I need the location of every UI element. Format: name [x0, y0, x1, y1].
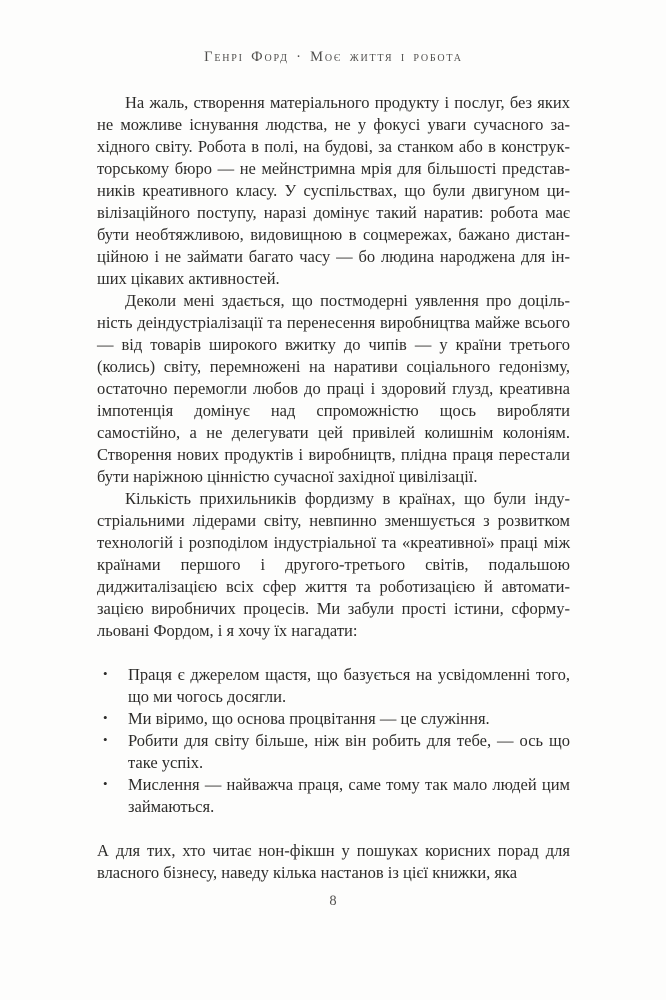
- closing-paragraph: А для тих, хто читає нон-фікшн у пошуках корисних порад для власного бізнесу, наведу кілька настанов із цієї книжки, яка: [97, 841, 570, 882]
- bullet-icon: •: [103, 732, 108, 747]
- bullet-icon: •: [103, 776, 108, 791]
- paragraph: Деколи мені здається, що постмодерні уявлення про доцільність деіндустріалізації та перенесення виробництва майже всього — від товарів широкого вжитку до чипів — у країни третього (колись) світу, перемножені на наративи соціального гедонізму, остаточно перемогли любов до праці і здоровий глузд, креативна імпотенція домінує над спроможністю щось виробляти самостійно, а не делегувати цей привілей колишнім колоніям. Створення нових продуктів і виробництв, плідна праця перестали бути наріжною цінністю сучасної західної цивілізації.: [97, 291, 570, 486]
- list-item: [103, 774, 570, 818]
- principles-list: [97, 664, 570, 818]
- running-header-text: Генрі Форд · Моє життя і робота: [204, 49, 463, 65]
- page-body: [97, 92, 570, 884]
- page-footer: [0, 893, 666, 910]
- list-item-text: Мислення — найважча праця, саме тому так мало людей цим займаються.: [128, 775, 570, 816]
- paragraph: Кількість прихильників фордизму в країнах, що були індустріальними лідерами світу, невпинно зменшується з розвитком технологій і розподілом індустріальної та «креативної» праці між країнами першого і другого-третього світів, подальшою диджиталізацією всіх сфер життя та роботизацією й автоматизацією виробничих процесів. Ми забули прості істини, сформульовані Фордом, і я хочу їх нагадати:: [97, 489, 570, 640]
- list-item-text: Праця є джерелом щастя, що базується на усвідомленні того, що ми чогось досягли.: [128, 665, 570, 706]
- bullet-icon: •: [103, 710, 108, 725]
- list-item-text: Робити для світу більше, ніж він робить для тебе, — ось що таке успіх.: [128, 731, 570, 772]
- running-header: [97, 50, 570, 65]
- bullet-icon: •: [103, 666, 108, 681]
- list-item: [103, 730, 570, 774]
- list-item: [103, 664, 570, 708]
- list-item-text: Ми віримо, що основа процвітання — це служіння.: [128, 709, 490, 728]
- page-number: 8: [329, 893, 337, 909]
- paragraph: На жаль, створення матеріального продукту і послуг, без яких не можливе існування людства, не у фокусі уваги сучасного західного світу. Робота в полі, на будові, за станком або в конструкторському бюро — не мейнстримна мрія для більшості представників креативного класу. У суспільствах, що були двигуном цивілізаційного поступу, наразі домінує такий наратив: робота має бути необтяжливою, видовищною в соцмережах, бажано дистанційною і не займати багато часу — бо людина народжена для інших цікавих активностей.: [97, 93, 570, 288]
- list-item: [103, 708, 570, 730]
